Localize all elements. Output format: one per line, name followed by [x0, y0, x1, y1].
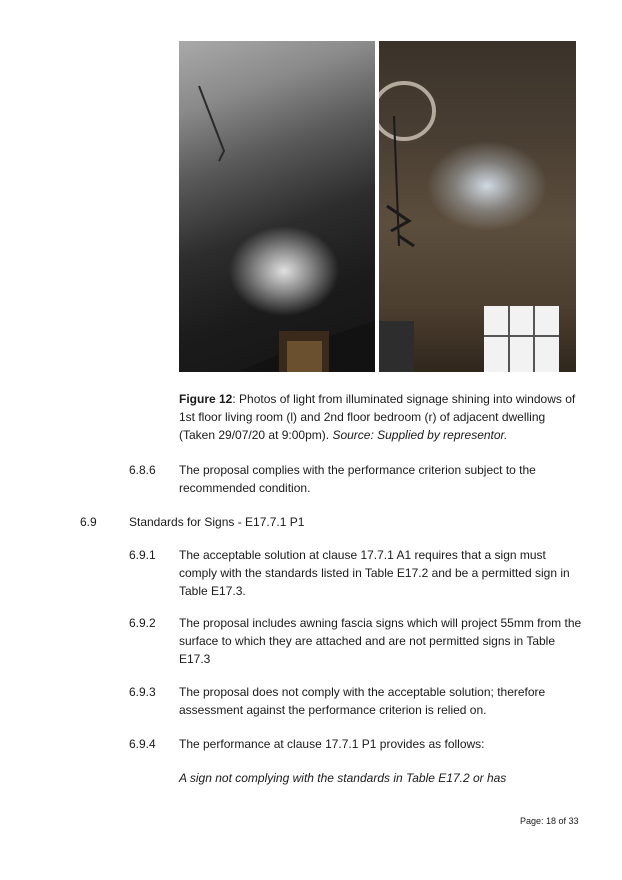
- figure-caption: [179, 390, 579, 444]
- para-number: 6.9.1: [129, 548, 156, 562]
- quoted-criterion: A sign not complying with the standards in Table E17.2 or has: [179, 771, 507, 785]
- para-text: The proposal complies with the performance criterion subject to the recommended condition.: [179, 463, 536, 495]
- para-text: The proposal does not comply with the acceptable solution; therefore assessment against the performance criterion is relied on.: [179, 685, 546, 717]
- para-text: The acceptable solution at clause 17.7.1 A1 requires that a sign must comply with the standards listed in Table E17.2 and be a permitted sign in Table E17.3.: [179, 548, 570, 598]
- section-number: 6.9: [80, 515, 97, 529]
- para-number: 6.9.3: [129, 685, 156, 699]
- right-photo-detail: [379, 41, 576, 372]
- figure-photo-right: [379, 41, 576, 372]
- page-number: Page: 18 of 33: [520, 816, 579, 826]
- figure-photo-left: [179, 41, 375, 372]
- section-title: Standards for Signs - E17.7.1 P1: [129, 515, 305, 529]
- left-photo-detail: [179, 41, 375, 372]
- figure-source: Source: Supplied by representor.: [332, 428, 508, 442]
- figure-caption-text: : Photos of light from illuminated signage shining into windows of 1st floor living room (l) and 2nd floor bedroom (r) of adjacent dwelling (Taken 29/07/20 at 9:00pm).: [179, 392, 576, 442]
- para-text: The performance at clause 17.7.1 P1 provides as follows:: [179, 737, 485, 751]
- para-number: 6.9.2: [129, 616, 156, 630]
- para-number: 6.9.4: [129, 737, 156, 751]
- para-text: The proposal includes awning fascia signs which will project 55mm from the surface to which they are attached and are not permitted signs in Table E17.3: [179, 616, 582, 666]
- para-number: 6.8.6: [129, 463, 156, 477]
- figure-label: Figure 12: [179, 392, 233, 406]
